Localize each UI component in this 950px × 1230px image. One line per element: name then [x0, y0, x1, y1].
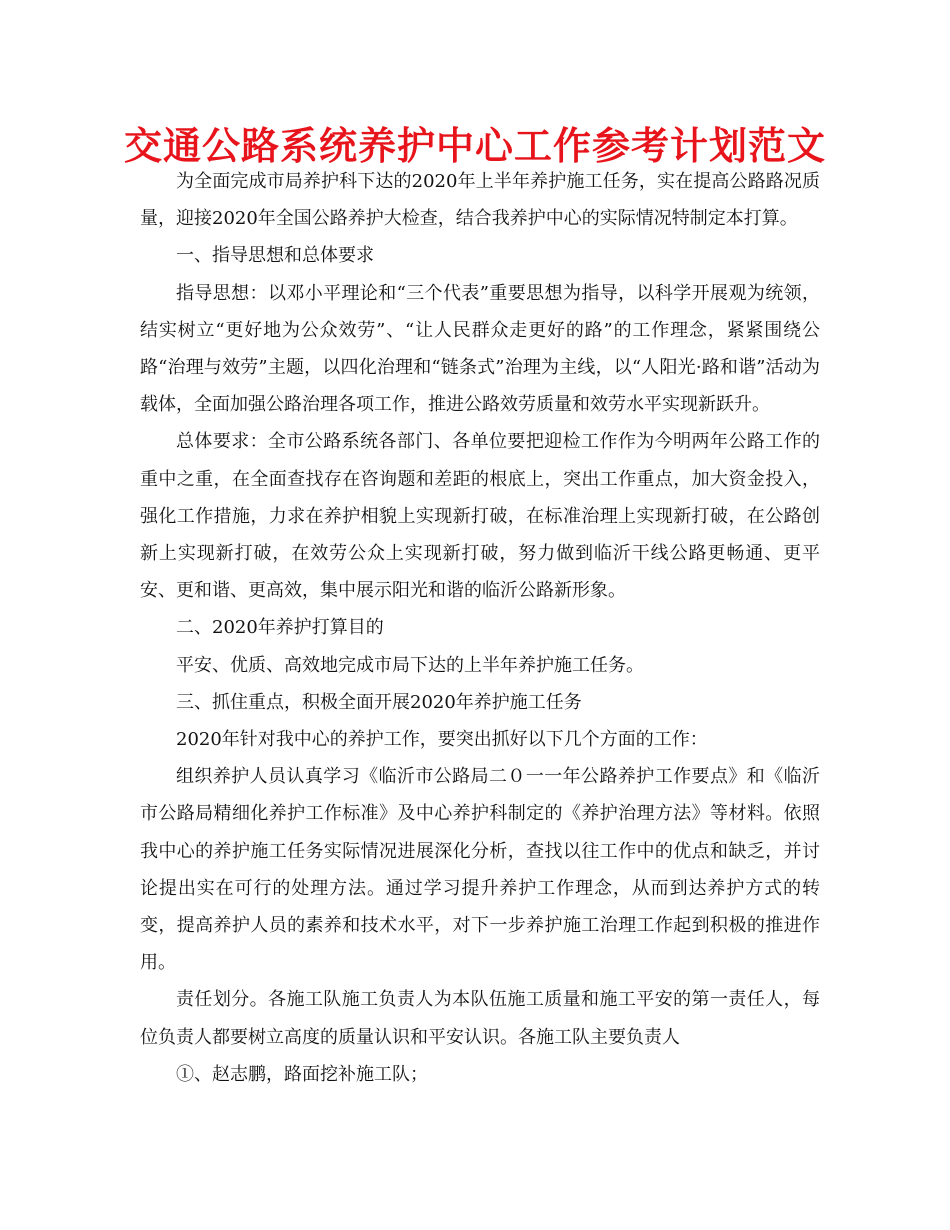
target-paragraph: 平安、优质、高效地完成市局下达的上半年养护施工任务。 [176, 654, 644, 676]
section-heading-1: 一、指导思想和总体要求 [176, 245, 374, 267]
list-item-1: ①、赵志鹏，路面挖补施工队； [176, 1063, 428, 1085]
study-paragraph: 组织养护人员认真学习《临沂市公路局二０一一年公路养护工作要点》和《临沂市公路局精细化养护工作标准》及中心养护科制定的《养护治理方法》等材料。依照我中心的养护施工任务实际情况进展深化分析，查找以往工作中的优点和缺乏，并讨论提出实在可行的处理方法。通过学习提升养护工作理念，从而到达养护方式的转变，提高养护人员的素养和技术水平，对下一步养护施工治理工作起到积极的推进作用。 [140, 766, 820, 974]
overall-requirements-paragraph: 总体要求：全市公路系统各部门、各单位要把迎检工作作为今明两年公路工作的重中之重，在全面查找存在咨询题和差距的根底上，突出工作重点，加大资金投入，强化工作措施，力求在养护相貌上实现新打破，在标准治理上实现新打破，在公路创新上实现新打破，在效劳公众上实现新打破，努力做到临沂干线公路更畅通、更平安、更和谐、更高效，集中展示阳光和谐的临沂公路新形象。 [140, 431, 820, 602]
document-body [140, 163, 820, 1093]
section-heading-3: 三、抓住重点，积极全面开展2020年养护施工任务 [176, 691, 582, 713]
responsibility-paragraph: 责任划分。各施工队施工负责人为本队伍施工质量和施工平安的第一责任人，每位负责人都要树立高度的质量认识和平安认识。各施工队主要负责人 [140, 989, 820, 1048]
intro-paragraph: 为全面完成市局养护科下达的2020年上半年养护施工任务，实在提高公路路况质量，迎接2020年全国公路养护大检查，结合我养护中心的实际情况特制定本打算。 [140, 171, 820, 230]
section-heading-2: 二、2020年养护打算目的 [176, 617, 384, 639]
guiding-ideology-paragraph: 指导思想：以邓小平理论和“三个代表”重要思想为指导，以科学开展观为统领，结实树立“更好地为公众效劳”、“让人民群众走更好的路”的工作理念，紧紧围绕公路“治理与效劳”主题，以四化治理和“链条式”治理为主线，以“人阳光·路和谐”活动为载体，全面加强公路治理各项工作，推进公路效劳质量和效劳水平实现新跃升。 [140, 282, 820, 416]
document-title: 交通公路系统养护中心工作参考计划范文 [123, 123, 826, 168]
work-focus-paragraph: 2020年针对我中心的养护工作，要突出抓好以下几个方面的工作： [176, 729, 708, 751]
